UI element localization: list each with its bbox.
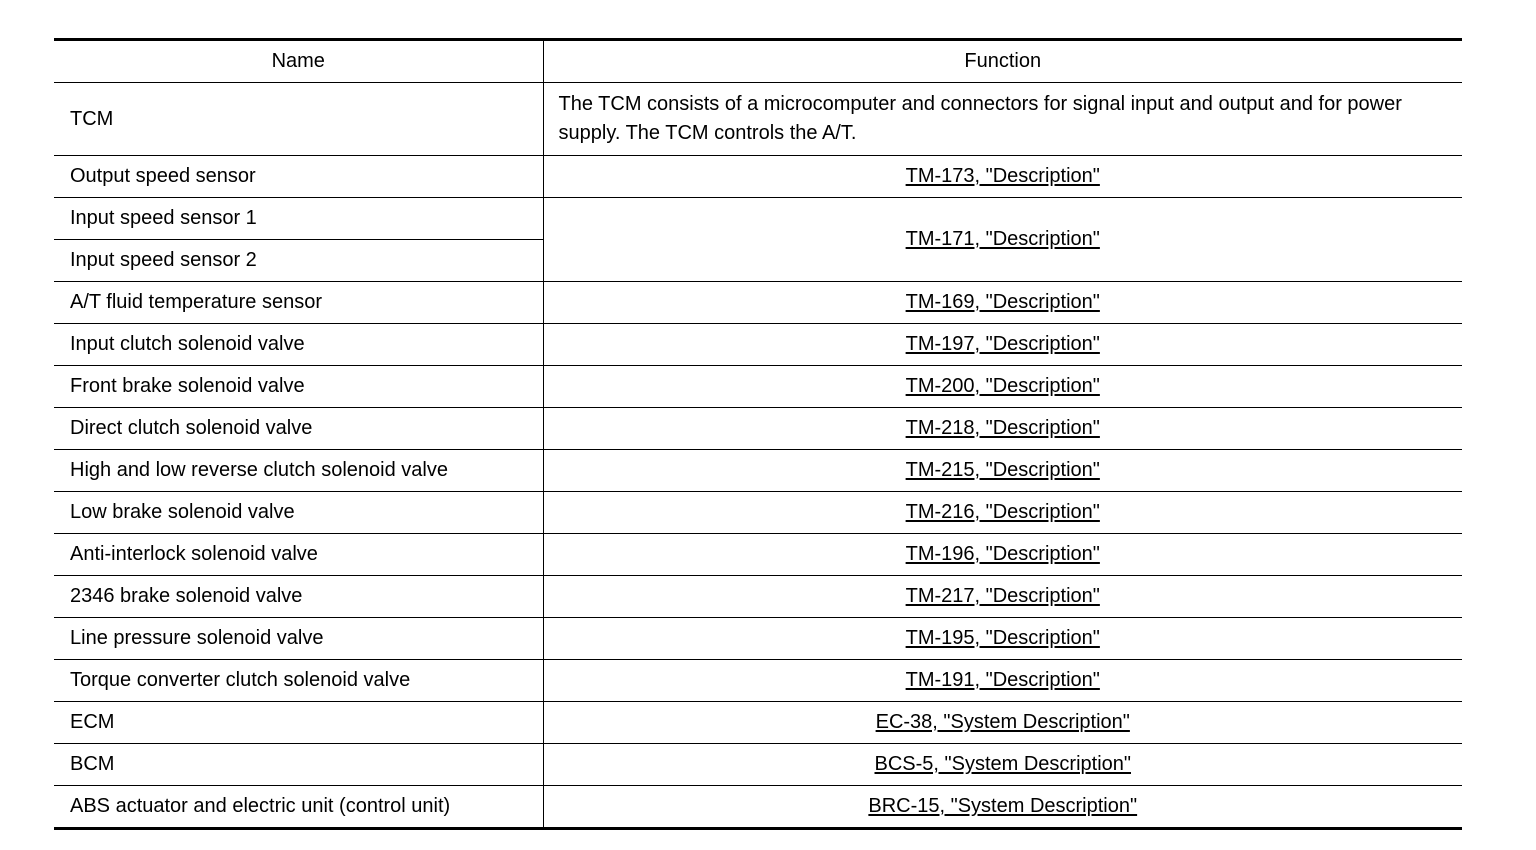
- table-row: [54, 366, 1462, 408]
- component-function-cell: [543, 156, 1462, 198]
- component-name: ECM: [54, 702, 543, 744]
- reference-link[interactable]: EC-38, "System Description": [875, 711, 1130, 733]
- component-function-cell: [543, 786, 1462, 829]
- table-header-row: [54, 40, 1462, 83]
- component-name: A/T fluid temperature sensor: [54, 282, 543, 324]
- component-name: Direct clutch solenoid valve: [54, 408, 543, 450]
- table-row: [54, 492, 1462, 534]
- component-function-cell: [543, 492, 1462, 534]
- component-name: Input speed sensor 1: [54, 198, 543, 240]
- reference-link[interactable]: TM-196, "Description": [905, 543, 1100, 565]
- column-header-name: Name: [54, 40, 543, 83]
- component-name: TCM: [54, 83, 543, 156]
- component-function-cell: [543, 744, 1462, 786]
- reference-link[interactable]: TM-173, "Description": [905, 165, 1100, 187]
- table-row: [54, 576, 1462, 618]
- component-function-cell: [543, 198, 1462, 282]
- reference-link[interactable]: TM-217, "Description": [905, 585, 1100, 607]
- reference-link[interactable]: BCS-5, "System Description": [874, 753, 1131, 775]
- table-row: [54, 660, 1462, 702]
- component-name: Input clutch solenoid valve: [54, 324, 543, 366]
- component-function-cell: [543, 408, 1462, 450]
- table-row: [54, 156, 1462, 198]
- component-name: Anti-interlock solenoid valve: [54, 534, 543, 576]
- table-row: [54, 744, 1462, 786]
- reference-link[interactable]: TM-200, "Description": [905, 375, 1100, 397]
- table-row: [54, 450, 1462, 492]
- component-name: Torque converter clutch solenoid valve: [54, 660, 543, 702]
- reference-link[interactable]: TM-191, "Description": [905, 669, 1100, 691]
- component-function-table: [54, 38, 1462, 830]
- table-row: [54, 702, 1462, 744]
- component-name: ABS actuator and electric unit (control unit): [54, 786, 543, 829]
- component-name: Line pressure solenoid valve: [54, 618, 543, 660]
- table-row: [54, 534, 1462, 576]
- component-name: Input speed sensor 2: [54, 240, 543, 282]
- table-row: [54, 618, 1462, 660]
- table-row: [54, 408, 1462, 450]
- component-function-cell: [543, 450, 1462, 492]
- component-function-cell: [543, 534, 1462, 576]
- table-row: [54, 198, 1462, 240]
- reference-link[interactable]: TM-195, "Description": [905, 627, 1100, 649]
- reference-link[interactable]: TM-218, "Description": [905, 417, 1100, 439]
- component-name: Low brake solenoid valve: [54, 492, 543, 534]
- table-row: [54, 83, 1462, 156]
- table-row: [54, 786, 1462, 829]
- component-function-cell: [543, 702, 1462, 744]
- reference-link[interactable]: BRC-15, "System Description": [868, 795, 1138, 817]
- column-header-function: Function: [543, 40, 1462, 83]
- component-function-cell: [543, 324, 1462, 366]
- reference-link[interactable]: TM-215, "Description": [905, 459, 1100, 481]
- table-row: [54, 324, 1462, 366]
- component-function-cell: [543, 618, 1462, 660]
- component-function-cell: [543, 366, 1462, 408]
- component-name: Output speed sensor: [54, 156, 543, 198]
- component-function-cell: [543, 660, 1462, 702]
- component-function-cell: [543, 282, 1462, 324]
- table-row: [54, 282, 1462, 324]
- component-name: Front brake solenoid valve: [54, 366, 543, 408]
- component-function-text: The TCM consists of a microcomputer and connectors for signal input and output and for power supply. The TCM controls the A/T.: [543, 83, 1462, 156]
- reference-link[interactable]: TM-197, "Description": [905, 333, 1100, 355]
- component-name: BCM: [54, 744, 543, 786]
- component-name: High and low reverse clutch solenoid valve: [54, 450, 543, 492]
- component-name: 2346 brake solenoid valve: [54, 576, 543, 618]
- component-function-cell: [543, 576, 1462, 618]
- reference-link[interactable]: TM-169, "Description": [905, 291, 1100, 313]
- reference-link[interactable]: TM-216, "Description": [905, 501, 1100, 523]
- reference-link[interactable]: TM-171, "Description": [905, 228, 1100, 250]
